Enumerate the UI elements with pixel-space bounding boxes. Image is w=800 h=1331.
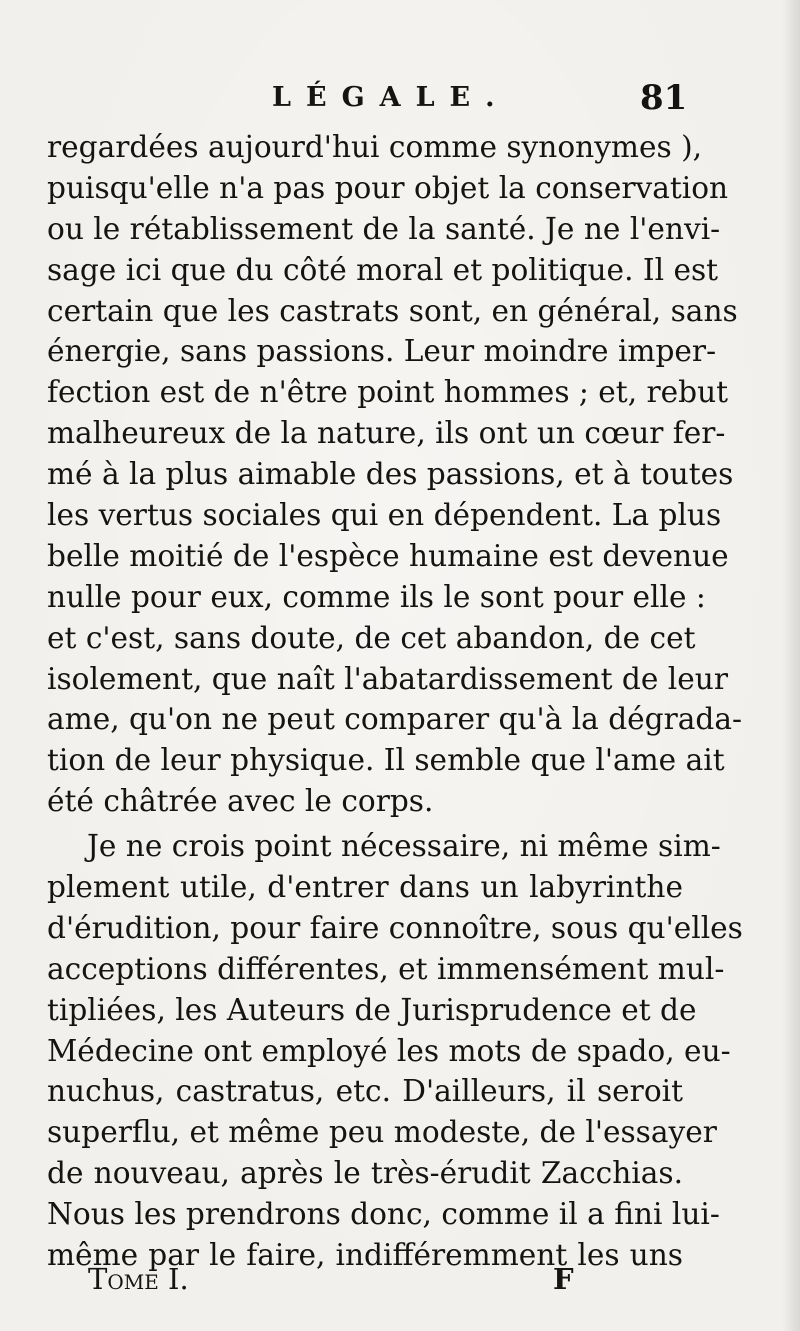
- text-line: acceptions différentes, et immensément mul-: [47, 951, 725, 986]
- page-number: 81: [640, 78, 688, 118]
- text-line: tion de leur physique. Il semble que l'ame ait: [47, 743, 725, 778]
- paragraph-start-line: Je ne crois point nécessaire, ni même sim-: [87, 829, 721, 864]
- text-line: fection est de n'être point hommes ; et, rebut: [47, 375, 729, 410]
- text-line: énergie, sans passions. Leur moindre imper-: [47, 334, 717, 369]
- text-line: regardées aujourd'hui comme synonymes ),: [47, 130, 703, 164]
- text-line: d'érudition, pour faire connoître, sous qu'elles: [47, 910, 743, 945]
- volume-signature: Tome I.: [88, 1262, 189, 1296]
- text-line: nuchus, castratus, etc. D'ailleurs, il seroit: [47, 1074, 683, 1109]
- text-line: de nouveau, après le très-érudit Zacchias.: [47, 1156, 683, 1191]
- text-line: puisqu'elle n'a pas pour objet la conservation: [47, 170, 729, 205]
- text-line: et c'est, sans doute, de cet abandon, de cet: [47, 620, 696, 655]
- text-line: nulle pour eux, comme ils le sont pour elle :: [47, 579, 706, 614]
- text-line: Nous les prendrons donc, comme il a fini lui-: [47, 1197, 720, 1232]
- gathering-signature: F: [553, 1262, 574, 1296]
- body-text: [47, 127, 743, 1276]
- page-edge-shadow: [782, 0, 800, 1331]
- page-header: [0, 78, 800, 118]
- paragraph-end-line: été châtrée avec le corps.: [47, 784, 434, 819]
- page-footer: [0, 1262, 800, 1302]
- text-line: isolement, que naît l'abatardissement de leur: [47, 661, 728, 696]
- text-line: certain que les castrats sont, en général, sans: [47, 293, 738, 328]
- text-line: plement utile, d'entrer dans un labyrinthe: [47, 870, 683, 905]
- text-line: malheureux de la nature, ils ont un cœur fer-: [47, 416, 726, 451]
- text-line: tipliées, les Auteurs de Jurisprudence et de: [47, 992, 697, 1027]
- text-line: superflu, et même peu modeste, de l'essayer: [47, 1115, 717, 1150]
- text-line: ame, qu'on ne peut comparer qu'à la dégrada-: [47, 702, 742, 737]
- text-line: sage ici que du côté moral et politique. Il est: [47, 252, 719, 287]
- text-line: même par le faire, indifféremment les uns: [47, 1238, 683, 1273]
- text-line: belle moitié de l'espèce humaine est devenue: [47, 538, 729, 573]
- text-line: les vertus sociales qui en dépendent. La plus: [47, 498, 722, 533]
- text-line: ou le rétablissement de la santé. Je ne l'envi-: [47, 211, 721, 246]
- text-line: Médecine ont employé les mots de spado, eu-: [47, 1033, 731, 1068]
- running-head: LÉGALE.: [272, 82, 510, 113]
- text-line: mé à la plus aimable des passions, et à toutes: [47, 457, 734, 492]
